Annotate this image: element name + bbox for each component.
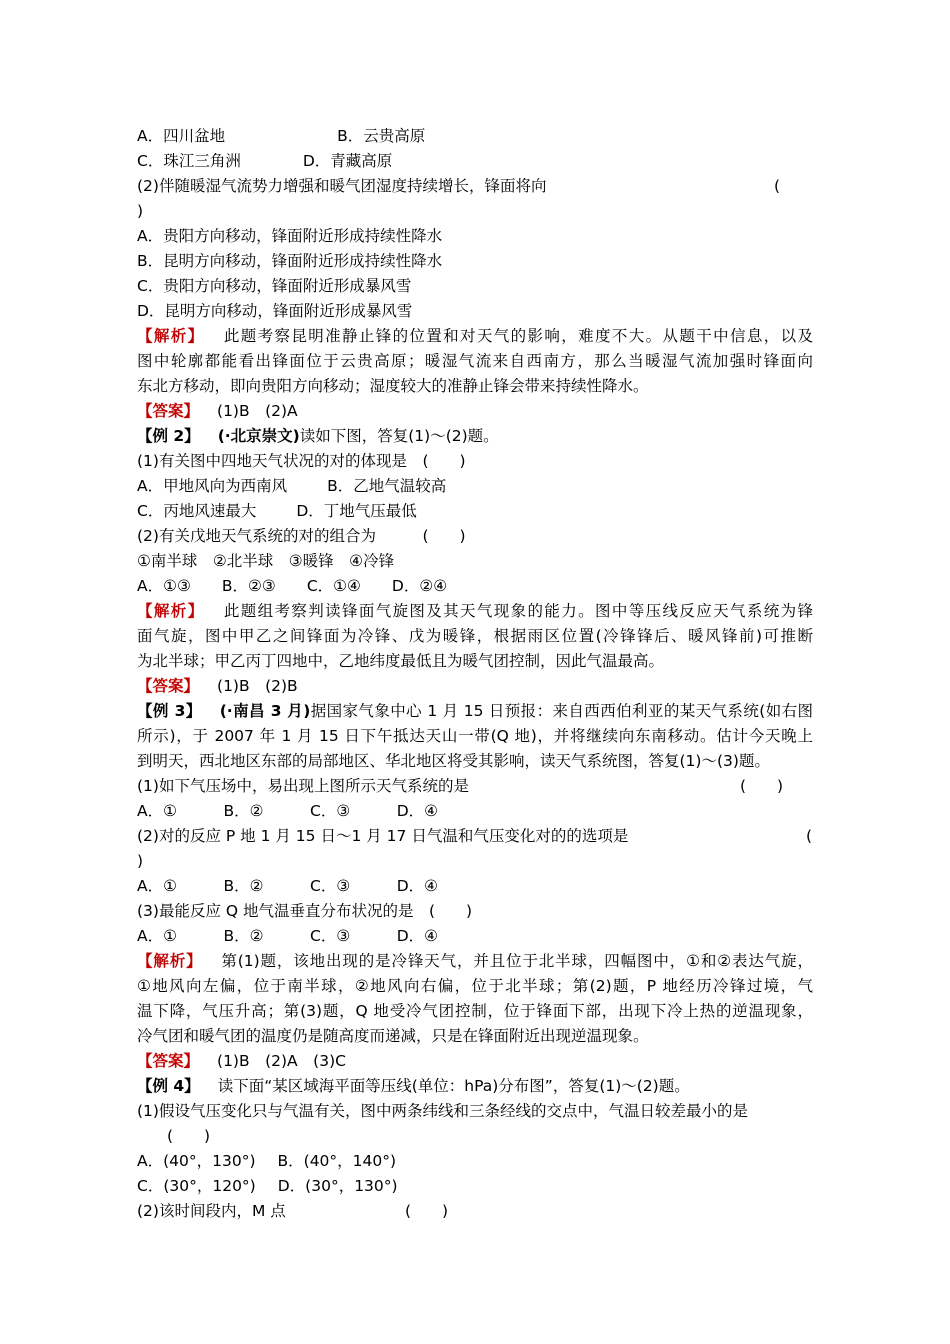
analysis2-line-1: 【解析】 此题组考察判读锋面气旋图及其天气现象的能力。图中等压线反应天气系统为锋 (137, 602, 813, 620)
ex3-q3-options: A．① B．② C．③ D．④ (137, 927, 439, 945)
ex3-q1-options: A．① B．② C．③ D．④ (137, 802, 439, 820)
q2-option-a: A．贵阳方向移动，锋面附近形成持续性降水 (137, 227, 443, 245)
analysis1-line-2: 图中轮廓都能看出锋面位于云贵高原；暖湿气流来自西南方，那么当暖湿气流加强时锋面向 (137, 352, 813, 370)
ex4-q2: (2)该时间段内，M 点 (137, 1202, 286, 1220)
analysis1-line-3: 东北方移动，即向贵阳方向移动；湿度较大的准静止锋会带来持续性降水。 (137, 377, 649, 395)
ex4-q1-options-row-2: C．(30°，120°) D．(30°，130°) (137, 1177, 398, 1195)
ex4-q1: (1)假设气压变化只与气温有关，图中两条纬线和三条经线的交点中，气温日较差最小的是 (137, 1102, 748, 1120)
ex2-q1-options-row-1: A．甲地风向为西南风 B．乙地气温较高 (137, 477, 447, 495)
analysis3-line-4: 冷气团和暖气团的温度仍是随高度而递减，只是在锋面附近出现逆温现象。 (137, 1027, 649, 1045)
q2-stem: (2)伴随暖湿气流势力增强和暖气团湿度持续增长，锋面将向 (137, 177, 547, 195)
analysis2-line-2: 面气旋，图中甲乙之间锋面为冷锋、戊为暖锋，根据雨区位置(冷锋锋后、暖风锋前)可推断 (137, 627, 813, 645)
ex4-q1-options-row-1: A．(40°，130°) B．(40°，140°) (137, 1152, 397, 1170)
ex3-q3: (3)最能反应 Q 地气温垂直分布状况的是 ( ) (137, 902, 473, 920)
example2-header (137, 426, 499, 446)
option-b: B．云贵高原 (337, 127, 426, 145)
example-source: (·南昌 3 月) (219, 702, 311, 720)
answer3 (137, 1051, 346, 1071)
ex2-q2-items: ①南半球 ②北半球 ③暖锋 ④冷锋 (137, 552, 395, 570)
option-c: C．珠江三角洲 (137, 152, 241, 170)
answer1 (137, 401, 298, 421)
ex3-q1: (1)如下气压场中，易出现上图所示天气系统的是 (137, 777, 469, 795)
q1-options-row-2 (137, 151, 392, 171)
answer-tag: 【答案】 (137, 677, 200, 695)
q2-paren-open: ( (774, 177, 781, 195)
example-tag: 【例 4】 (137, 1077, 200, 1095)
analysis3-line-1: 【解析】 第(1)题，该地出现的是冷锋天气，并且位于北半球，四幅图中，①和②表达气旋， (137, 952, 813, 970)
answer-tag: 【答案】 (137, 402, 200, 420)
ex4-q2-paren: ( ) (405, 1202, 449, 1220)
answer-tag: 【答案】 (137, 1052, 200, 1070)
ex2-q1: (1)有关图中四地天气状况的对的体现是 ( ) (137, 452, 466, 470)
ex3-q2-paren-open: ( (806, 827, 813, 845)
q2-paren-close: ) (137, 202, 144, 220)
ex3-q2-paren-close: ) (137, 852, 144, 870)
example-source: (·北京崇文) (217, 427, 300, 445)
q1-options-row-1 (137, 126, 425, 146)
answer-text: (1)B (2)A (217, 402, 298, 420)
ex4-q1-paren: ( ) (167, 1127, 211, 1145)
example3-line-3: 到明天，西北地区东部的局部地区、华北地区将受其影响，读天气系统图，答复(1)～(3)题。 (137, 752, 770, 770)
q2-option-d: D．昆明方向移动，锋面附近形成暴风雪 (137, 302, 413, 320)
example3-line-2: 所示)，于 2007 年 1 月 15 日下午抵达天山一带(Q 地)，并将继续向东南移动。估计今天晚上 (137, 727, 813, 745)
q2-option-b: B．昆明方向移动，锋面附近形成持续性降水 (137, 252, 443, 270)
ex3-q1-paren: ( ) (740, 777, 784, 795)
ex2-q2: (2)有关戊地天气系统的对的组合为 ( ) (137, 527, 466, 545)
ex3-q2-options: A．① B．② C．③ D．④ (137, 877, 439, 895)
ex2-q1-options-row-2: C．丙地风速最大 D．丁地气压最低 (137, 502, 417, 520)
option-d: D．青藏高原 (302, 152, 393, 170)
answer2 (137, 676, 298, 696)
ex2-q2-options: A．①③ B．②③ C．①④ D．②④ (137, 577, 448, 595)
analysis-tag: 【解析】 (137, 327, 205, 345)
option-a: A．四川盆地 (137, 127, 226, 145)
answer-text: (1)B (2)B (217, 677, 298, 695)
example-tag: 【例 3】 (137, 702, 202, 720)
analysis3-line-2: ①地风向左偏，位于南半球，②地风向右偏，位于北半球；第(2)题，P 地经历冷锋过境，气 (137, 977, 813, 995)
analysis1-line-1: 【解析】 此题考察昆明准静止锋的位置和对天气的影响，难度不大。从题干中信息，以及 (137, 327, 813, 345)
example-tag: 【例 2】 (137, 427, 200, 445)
analysis3-line-3: 温下降，气压升高；第(3)题，Q 地受冷气团控制，位于锋面下部，出现下冷上热的逆温现象， (137, 1002, 813, 1020)
example4-header (137, 1076, 690, 1096)
q2-option-c: C．贵阳方向移动，锋面附近形成暴风雪 (137, 277, 412, 295)
answer-text: (1)B (2)A (3)C (217, 1052, 346, 1070)
analysis2-line-3: 为北半球；甲乙丙丁四地中，乙地纬度最低且为暖气团控制，因此气温最高。 (137, 652, 665, 670)
analysis-tag: 【解析】 (137, 602, 205, 620)
example-intro: 读如下图，答复(1)～(2)题。 (299, 427, 499, 445)
ex3-q2: (2)对的反应 P 地 1 月 15 日～1 月 17 日气温和气压变化对的的选项是 (137, 827, 629, 845)
example3-line-1: 【例 3】 (·南昌 3 月)据国家气象中心 1 月 15 日预报：来自西西伯利亚的某天气系统(如右图 (137, 702, 814, 720)
example-intro: 读下面“某区域海平面等压线(单位：hPa)分布图”，答复(1)～(2)题。 (217, 1077, 690, 1095)
analysis-tag: 【解析】 (137, 952, 203, 970)
